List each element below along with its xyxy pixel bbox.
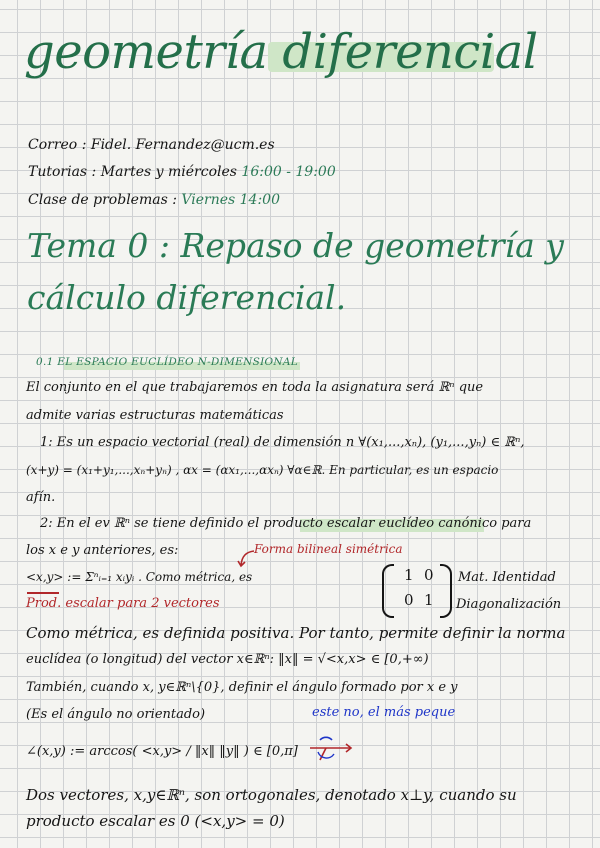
tema-heading-line1: Tema 0 : Repaso de geometría y	[27, 226, 564, 265]
contact-email: Correo : Fidel. Fernandez@ucm.es	[28, 137, 275, 153]
body-line-5: afín.	[26, 490, 56, 505]
identity-matrix	[382, 564, 452, 614]
body-line-2: admite varias estructuras matemáticas	[26, 408, 284, 423]
tutorias-line	[28, 164, 336, 180]
este-no-annotation: este no, el más peque	[312, 705, 456, 720]
body-line-8: <x,y> := Σⁿᵢ₌₁ xᵢyᵢ . Como métrica, es	[26, 570, 253, 584]
diagonalizacion-label: Diagonalización	[456, 597, 562, 612]
body-line-6: 2: En el ev ℝⁿ se tiene definido el producto escalar euclídeo canónico para	[40, 516, 532, 531]
matrix-cell: 0	[404, 591, 414, 609]
red-arrow-icon	[236, 548, 258, 570]
body-line-7: los x e y anteriores, es:	[26, 543, 179, 558]
clase-label: Clase de problemas :	[28, 192, 177, 208]
body-line-13: ∠(x,y) := arccos( <x,y> / ‖x‖ ‖y‖ ) ∈ [0,π]	[26, 744, 298, 759]
body-line-14: Dos vectores, x,y∈ℝⁿ, son ortogonales, denotado x⊥y, cuando su	[26, 786, 517, 804]
matrix-cell: 1	[404, 566, 414, 584]
page-title: geometría diferencial	[24, 24, 538, 80]
body-line-12: (Es el ángulo no orientado)	[26, 707, 206, 722]
forma-bilineal-label: Forma bilineal simétrica	[254, 542, 403, 556]
matrix-cell: 0	[424, 566, 434, 584]
angle-sketch-icon	[306, 728, 356, 768]
prod-escalar-label: Prod. escalar para 2 vectores	[26, 596, 220, 611]
body-line-4: (x+y) = (x₁+y₁,...,xₙ+yₙ) , αx = (αx₁,...,αxₙ) ∀α∈ℝ. En particular, es un espacio	[26, 463, 499, 477]
inner-product-underline	[27, 592, 59, 594]
body-line-15: producto escalar es 0 (<x,y> = 0)	[26, 812, 285, 830]
matrix-cell: 1	[424, 591, 434, 609]
section-heading: 0.1 EL ESPACIO EUCLÍDEO N-DIMENSIONAL	[36, 356, 299, 368]
clase-line	[28, 192, 280, 208]
body-line-9: Como métrica, es definida positiva. Por tanto, permite definir la norma	[26, 624, 566, 642]
tutorias-time: 16:00 - 19:00	[241, 164, 336, 180]
tutorias-label: Tutorias : Martes y miércoles	[28, 164, 237, 180]
mat-identidad-label: Mat. Identidad	[458, 570, 556, 585]
matrix-right-bracket	[440, 564, 452, 618]
matrix-left-bracket	[382, 564, 394, 618]
tema-heading-line2: cálculo diferencial.	[27, 278, 347, 317]
body-line-10: euclídea (o longitud) del vector x∈ℝⁿ: ‖x‖ = √<x,x> ∈ [0,+∞)	[26, 652, 429, 667]
clase-time: Viernes 14:00	[181, 192, 280, 208]
body-line-11: También, cuando x, y∈ℝⁿ\{0}, definir el ángulo formado por x e y	[26, 680, 458, 695]
body-line-3: 1: Es un espacio vectorial (real) de dimensión n ∀(x₁,...,xₙ), (y₁,...,yₙ) ∈ ℝⁿ,	[40, 435, 525, 450]
body-line-1: El conjunto en el que trabajaremos en toda la asignatura será ℝⁿ que	[26, 380, 484, 395]
